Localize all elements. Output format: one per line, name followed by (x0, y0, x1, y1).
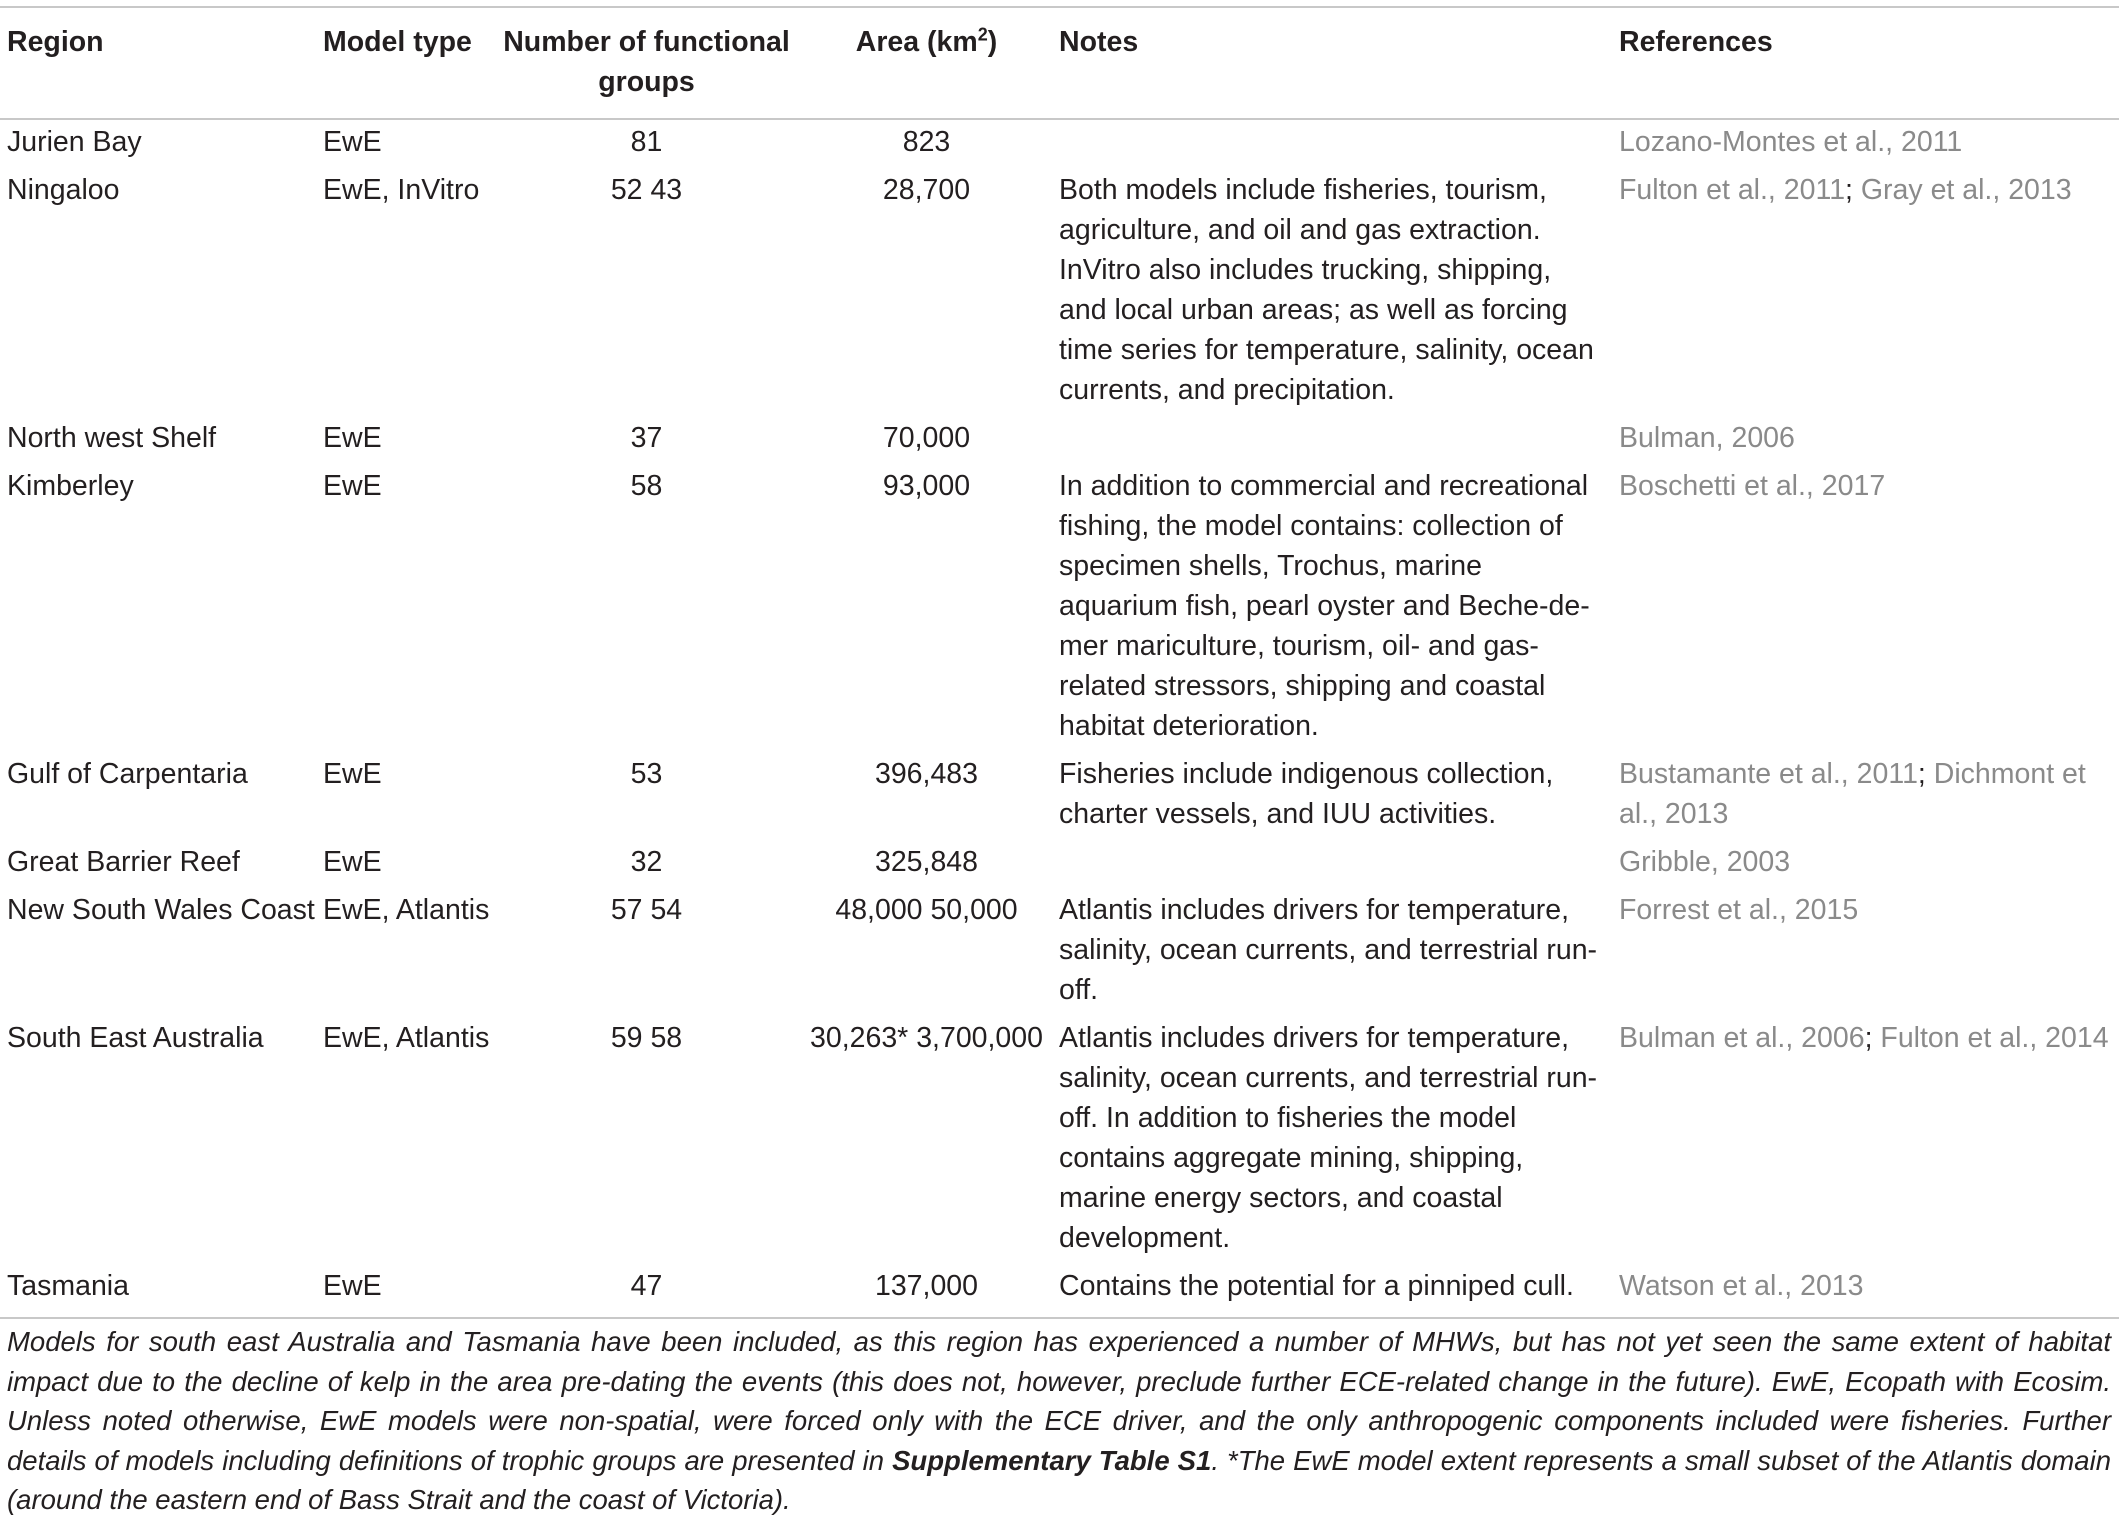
table-footnote (7, 1322, 2111, 1520)
reference-link[interactable]: Forrest et al., 2015 (1619, 894, 1859, 926)
functional-groups-cell: 52 43 (610, 174, 683, 206)
model-type-cell: EwE (323, 126, 382, 158)
region-cell: Ningaloo (7, 174, 120, 206)
table-row (0, 754, 2119, 842)
functional-groups-cell: 81 (630, 126, 663, 158)
model-type-cell: EwE (323, 422, 382, 454)
region-cell: Gulf of Carpentaria (7, 758, 248, 790)
table-row (0, 418, 2119, 466)
header-model-type: Model type (323, 26, 472, 58)
functional-groups-cell: 37 (630, 422, 663, 454)
region-cell: Great Barrier Reef (7, 846, 240, 878)
models-table (0, 8, 2119, 1314)
notes-cell: In addition to commercial and recreational fishing, the model contains: collection of specimen shells, Trochus, marine aquarium fish, pearl oyster and Beche-de-mer mariculture, tourism, oil- and gas-related stressors, shipping and coastal habitat deterioration. (1059, 470, 1590, 742)
functional-groups-cell: 59 58 (610, 1022, 683, 1054)
header-references: References (1619, 26, 1773, 58)
area-cell: 70,000 (882, 422, 971, 454)
header-area (798, 8, 1055, 104)
area-cell: 93,000 (882, 470, 971, 502)
reference-link[interactable]: Bulman, 2006 (1619, 422, 1795, 454)
reference-link[interactable]: Bustamante et al., 2011 (1619, 758, 1918, 790)
references-cell (1615, 104, 2119, 170)
model-type-cell: EwE, InVitro (323, 174, 480, 206)
table-row (0, 1266, 2119, 1314)
functional-groups-cell: 53 (630, 758, 663, 790)
references-cell (1615, 1018, 2119, 1266)
region-cell: Kimberley (7, 470, 134, 502)
reference-link[interactable]: Fulton et al., 2014 (1880, 1022, 2109, 1054)
area-cell: 396,483 (874, 758, 979, 790)
functional-groups-cell: 57 54 (610, 894, 683, 926)
model-type-cell: EwE, Atlantis (323, 894, 490, 926)
area-cell: 30,263* 3,700,000 (810, 1022, 1043, 1054)
region-cell: Jurien Bay (7, 126, 142, 158)
table-row (0, 842, 2119, 890)
references-cell (1615, 170, 2119, 418)
region-cell: North west Shelf (7, 422, 217, 454)
region-cell: South East Australia (7, 1022, 264, 1054)
references-cell (1615, 890, 2119, 1018)
table-row (0, 890, 2119, 1018)
model-type-cell: EwE (323, 758, 382, 790)
footnote-supplementary-link[interactable]: Supplementary Table S1 (892, 1444, 1212, 1476)
reference-link[interactable]: Lozano-Montes et al., 2011 (1619, 126, 1963, 158)
notes-cell (1055, 418, 1615, 466)
references-cell (1615, 1266, 2119, 1314)
header-row (0, 8, 2119, 104)
table-row (0, 1018, 2119, 1266)
bottom-rule (0, 1317, 2119, 1319)
header-area-superscript: 2 (977, 24, 988, 45)
notes-cell: Contains the potential for a pinniped cull. (1059, 1270, 1574, 1302)
table-body (0, 104, 2119, 1314)
notes-cell: Atlantis includes drivers for temperature, salinity, ocean currents, and terrestrial run-off. In addition to fisheries the model contains aggregate mining, shipping, marine energy sectors, and coastal development. (1059, 1022, 1598, 1254)
header-functional-groups: Number of functional groups (503, 26, 790, 98)
notes-cell: Both models include fisheries, tourism, agriculture, and oil and gas extraction. InVitro also includes trucking, shipping, and local urban areas; as well as forcing time series for temperature, salinity, ocean currents, and precipitation. (1059, 174, 1594, 406)
region-cell: New South Wales Coast (7, 894, 315, 926)
notes-cell (1055, 842, 1615, 890)
table-header (0, 8, 2119, 104)
functional-groups-cell: 58 (630, 470, 663, 502)
notes-cell: Atlantis includes drivers for temperature, salinity, ocean currents, and terrestrial run-off. (1059, 894, 1598, 1006)
reference-link[interactable]: Dichmont et al., 2013 (1619, 758, 2086, 830)
reference-separator: ; (1917, 758, 1934, 790)
area-cell: 325,848 (874, 846, 979, 878)
header-area-prefix: Area (km (855, 26, 978, 58)
references-cell (1615, 466, 2119, 754)
references-cell (1615, 418, 2119, 466)
reference-link[interactable]: Boschetti et al., 2017 (1619, 470, 1886, 502)
reference-separator: ; (1845, 174, 1861, 206)
table-row (0, 104, 2119, 170)
area-cell: 137,000 (874, 1270, 979, 1302)
region-cell: Tasmania (7, 1270, 129, 1302)
model-type-cell: EwE (323, 846, 382, 878)
model-type-cell: EwE (323, 1270, 382, 1302)
reference-link[interactable]: Gribble, 2003 (1619, 846, 1791, 878)
area-cell: 28,700 (882, 174, 971, 206)
references-cell (1615, 754, 2119, 842)
area-cell: 823 (902, 126, 951, 158)
notes-cell (1055, 104, 1615, 170)
footnote-text-1: Models for south east Australia and Tasmania have been included, as this region has experienced a number of MHWs, but has not yet seen the same extent of habitat impact due to the decline of kelp in the area pre-dating the events (this does not, however, preclude further ECE-related change in the future). EwE, Ecopath with Ecosim. Unless noted otherwise, EwE models were non-spatial, were forced only with the ECE driver, and the only anthropogenic components included were fisheries. Further details of models including definitions of trophic groups are presented in (7, 1326, 2111, 1476)
table-row (0, 466, 2119, 754)
notes-cell: Fisheries include indigenous collection, charter vessels, and IUU activities. (1059, 758, 1554, 830)
table-row (0, 170, 2119, 418)
reference-link[interactable]: Gray et al., 2013 (1860, 174, 2072, 206)
references-cell (1615, 842, 2119, 890)
reference-link[interactable]: Watson et al., 2013 (1619, 1270, 1864, 1302)
model-type-cell: EwE, Atlantis (323, 1022, 490, 1054)
reference-link[interactable]: Bulman et al., 2006 (1619, 1022, 1865, 1054)
model-type-cell: EwE (323, 470, 382, 502)
area-cell: 48,000 50,000 (835, 894, 1018, 926)
header-region: Region (7, 26, 104, 58)
footnote-text-2: . *The EwE model extent represents a small subset of the Atlantis domain (around the eastern end of Bass Strait and the coast of Victoria). (7, 1444, 2111, 1515)
header-notes: Notes (1059, 26, 1139, 58)
reference-link[interactable]: Fulton et al., 2011 (1619, 174, 1846, 206)
functional-groups-cell: 47 (630, 1270, 663, 1302)
functional-groups-cell: 32 (630, 846, 663, 878)
header-area-suffix: ) (987, 26, 998, 58)
reference-separator: ; (1864, 1022, 1881, 1054)
